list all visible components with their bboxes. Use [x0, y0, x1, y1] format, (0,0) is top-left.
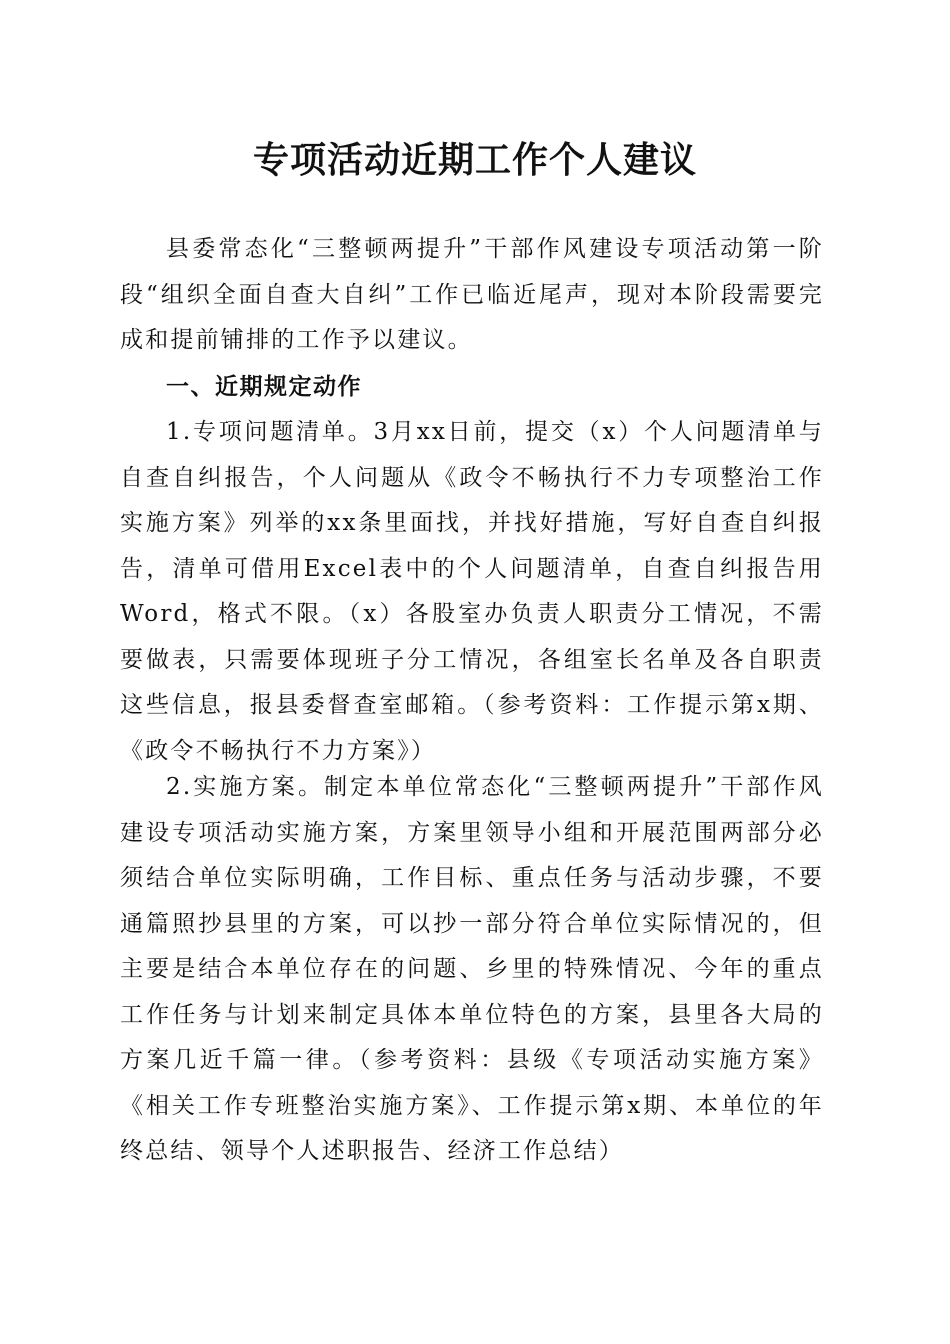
list-item: 1.专项问题清单。3月xx日前，提交（x）个人问题清单与自查自纠报告，个人问题从《政令不畅执行不力专项整治工作实施方案》列举的xx条里面找，并找好措施，写好自查自纠报告，清单可借用Excel表中的个人问题清单，自查自纠报告用Word，格式不限。（x）各股室办负责人职责分工情况，不需要做表，只需要体现班子分工情况，各组室长名单及各自职责这些信息，报县委督查室邮箱。（参考资料：工作提示第x期、《政令不畅执行不力方案》） — [120, 419, 824, 764]
section-heading: 一、近期规定动作 — [166, 374, 362, 400]
intro-paragraph: 县委常态化“三整顿两提升”干部作风建设专项活动第一阶段“组织全面自查大自纠”工作已临近尾声，现对本阶段需要完成和提前铺排的工作予以建议。 — [120, 236, 824, 353]
document-title: 专项活动近期工作个人建议 — [252, 139, 697, 181]
list-item: 2.实施方案。制定本单位常态化“三整顿两提升”干部作风建设专项活动实施方案，方案里领导小组和开展范围两部分必须结合单位实际明确，工作目标、重点任务与活动步骤，不要通篇照抄县里的方案，可以抄一部分符合单位实际情况的，但主要是结合本单位存在的问题、乡里的特殊情况、今年的重点工作任务与计划来制定具体本单位特色的方案，县里各大局的方案几近千篇一律。（参考资料：县级《专项活动实施方案》《相关工作专班整治实施方案》、工作提示第x期、本单位的年终总结、领导个人述职报告、经济工作总结） — [120, 774, 824, 1164]
